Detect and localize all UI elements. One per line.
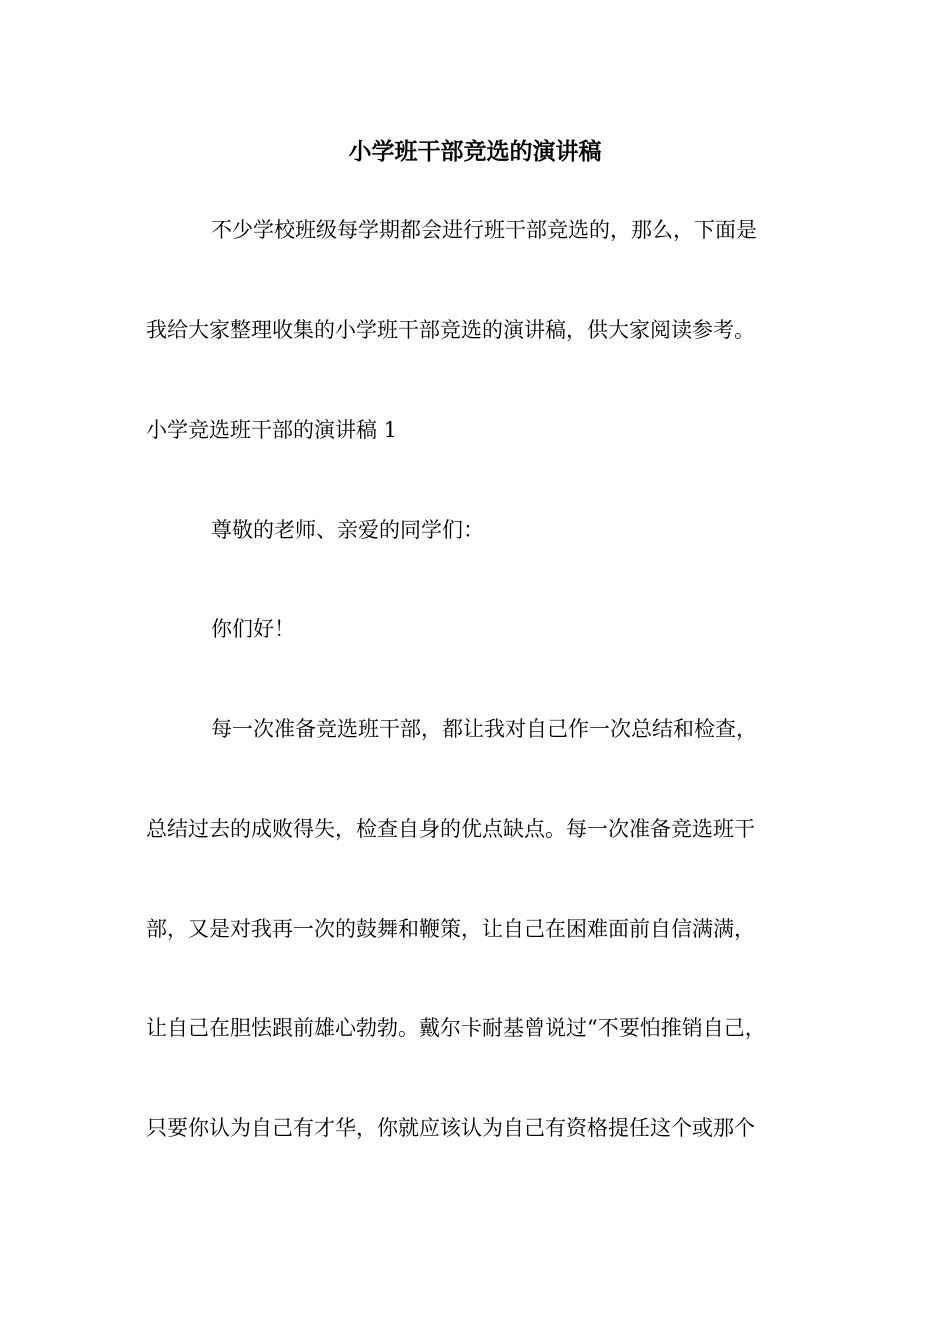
paragraph-line: 只要你认为自己有才华，你就应该认为自己有资格提任这个或那个 xyxy=(146,1116,755,1140)
paragraph-line: 总结过去的成败得失，检查自身的优点缺点。每一次准备竞选班干 xyxy=(146,817,755,841)
paragraph-line: 让自己在胆怯跟前雄心勃勃。戴尔卡耐基曾说过“不要怕推销自己， xyxy=(146,1016,766,1040)
section-heading: 小学竞选班干部的演讲稿 1 xyxy=(146,418,398,442)
salutation-line: 尊敬的老师、亲爱的同学们： xyxy=(211,518,484,542)
paragraph-line: 我给大家整理收集的小学班干部竞选的演讲稿，供大家阅读参考。 xyxy=(146,318,755,342)
greeting-line: 你们好！ xyxy=(211,617,295,641)
paragraph-line: 部，又是对我再一次的鼓舞和鞭策，让自己在困难面前自信满满， xyxy=(146,917,755,941)
paragraph-line: 每一次准备竞选班干部，都让我对自己作一次总结和检查， xyxy=(211,717,757,741)
paragraph-line: 不少学校班级每学期都会进行班干部竞选的，那么，下面是 xyxy=(211,218,757,242)
document-title: 小学班干部竞选的演讲稿 xyxy=(348,138,602,165)
